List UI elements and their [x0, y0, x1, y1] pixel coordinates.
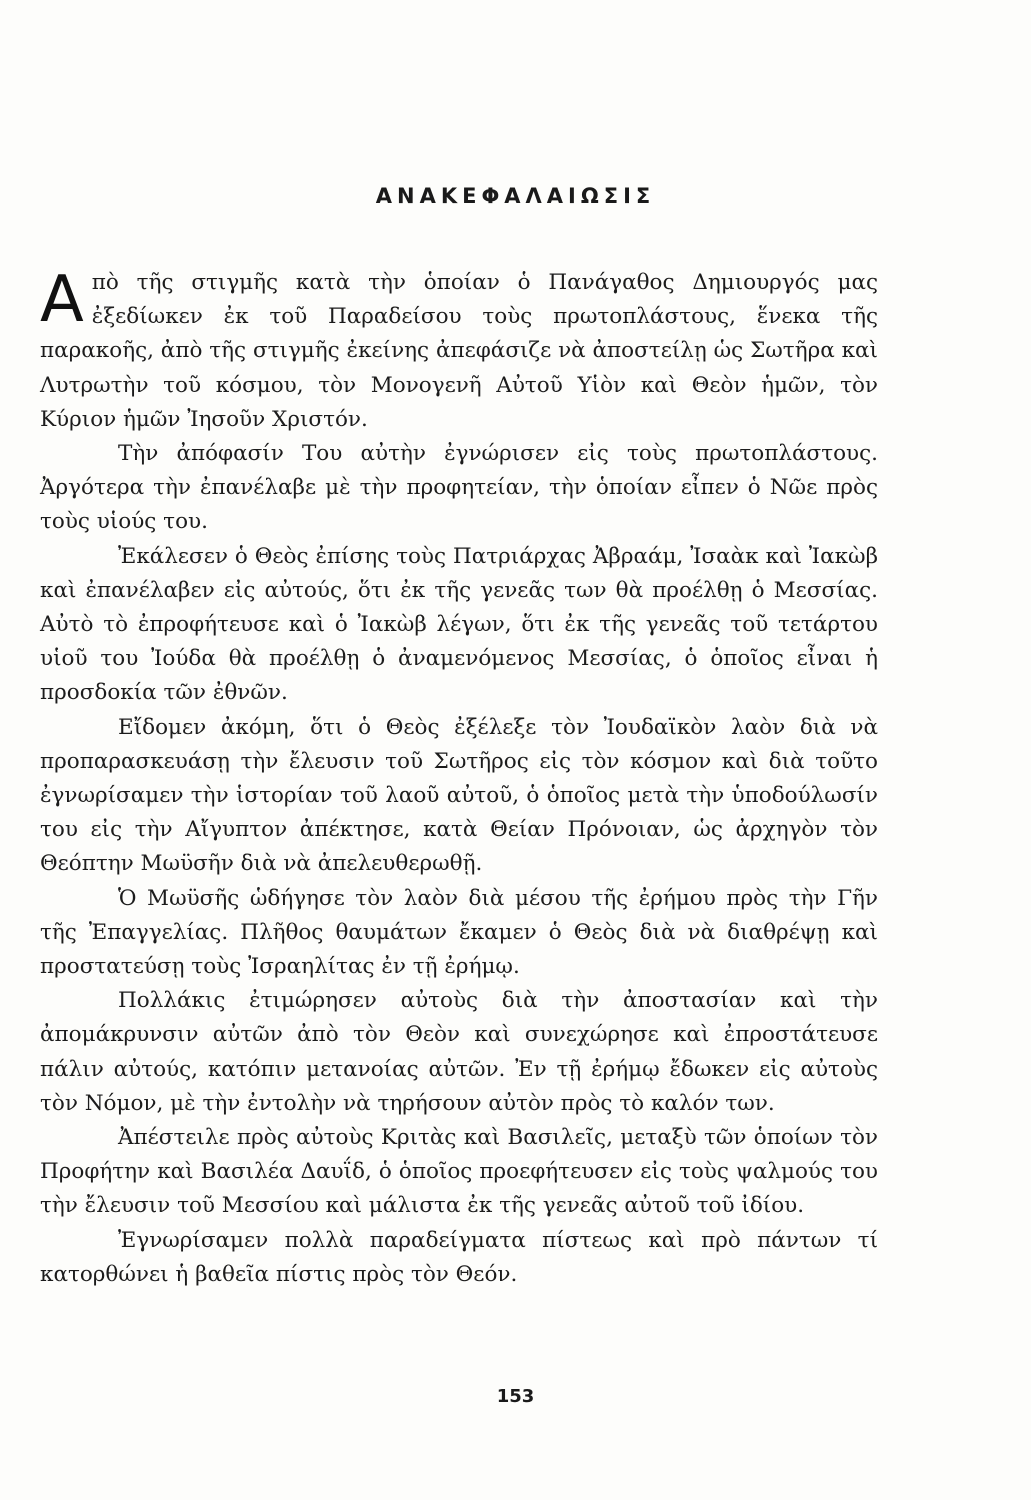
page-number: 153 [496, 1386, 535, 1407]
paragraph: Ὁ Μωϋσῆς ὡδήγησε τὸν λαὸν διὰ μέσου τῆς ἐρήμου πρὸς τὴν Γῆν τῆς Ἐπαγγελίας. Πλῆθος θαυμάτων ἔκαμεν ὁ Θεὸς διὰ νὰ διαθρέψῃ καὶ προστατεύσῃ τοὺς Ἰσραηλίτας ἐν τῇ ἐρήμῳ. [40, 885, 878, 980]
paragraph: Εἴδομεν ἀκόμη, ὅτι ὁ Θεὸς ἐξέλεξε τὸν Ἰουδαϊκὸν λαὸν διὰ νὰ προπαρασκευάσῃ τὴν ἔλευσιν τοῦ Σωτῆρος εἰς τὸν κόσμον καὶ διὰ τοῦτο ἐγνωρίσαμεν τὴν ἱστορίαν τοῦ λαοῦ αὐτοῦ, ὁ ὁποῖος μετὰ τὴν ὑποδούλωσίν του εἰς τὴν Αἴγυπτον ἀπέκτησε, κατὰ Θείαν Πρόνοιαν, ὡς ἀρχηγὸν τὸν Θεόπτην Μωϋσῆν διὰ νὰ ἀπελευθερωθῇ. [40, 714, 878, 877]
paragraph [40, 263, 878, 437]
paragraph: Τὴν ἀπόφασίν Του αὐτὴν ἐγνώρισεν εἰς τοὺς πρωτοπλάστους. Ἀργότερα τὴν ἐπανέλαβε μὲ τὴν προφητείαν, τὴν ὁποίαν εἶπεν ὁ Νῶε πρὸς τοὺς υἱούς του. [40, 441, 878, 535]
paragraph: Ἐκάλεσεν ὁ Θεὸς ἐπίσης τοὺς Πατριάρχας Ἀβραάμ, Ἰσαὰκ καὶ Ἰακὼβ καὶ ἐπανέλαβεν εἰς αὐτούς, ὅτι ἐκ τῆς γενεᾶς των θὰ προέλθῃ ὁ Μεσσίας. Αὐτὸ τὸ ἐπροφήτευσε καὶ ὁ Ἰακὼβ λέγων, ὅτι ἐκ τῆς γενεᾶς τοῦ τετάρτου υἱοῦ του Ἰούδα θὰ προέλθῃ ὁ ἀναμενόμενος Μεσσίας, ὁ ὁποῖος εἶναι ἡ προσδοκία τῶν ἐθνῶν. [40, 543, 878, 706]
drop-cap: Α [40, 263, 84, 337]
chapter-title: ΑΝΑΚΕΦΑΛΑΙΩΣΙΣ [375, 184, 656, 208]
paragraph: Ἐγνωρίσαμεν πολλὰ παραδείγματα πίστεως καὶ πρὸ πάντων τί κατορθώνει ἡ βαθεῖα πίστις πρὸς τὸν Θεόν. [40, 1227, 878, 1287]
body-text [40, 263, 878, 1292]
paragraph-text: πὸ τῆς στιγμῆς κατὰ τὴν ὁποίαν ὁ Πανάγαθος Δημιουργός μας ἐξεδίωκεν ἐκ τοῦ Παραδείσου τοὺς πρωτοπλάστους, ἕνεκα τῆς παρακοῆς, ἀπὸ τῆς στιγμῆς ἐκείνης ἀπεφάσιζε νὰ ἀποστείλῃ ὡς Σωτῆρα καὶ Λυτρωτὴν τοῦ κόσμου, τὸν Μονογενῆ Αὐτοῦ Υἱὸν καὶ Θεὸν ἡμῶν, τὸν Κύριον ἡμῶν Ἰησοῦν Χριστόν. [40, 270, 878, 432]
paragraph: Πολλάκις ἐτιμώρησεν αὐτοὺς διὰ τὴν ἀποστασίαν καὶ τὴν ἀπομάκρυνσιν αὐτῶν ἀπὸ τὸν Θεὸν καὶ συνεχώρησε καὶ ἐπροστάτευσε πάλιν αὐτούς, κατόπιν μετανοίας αὐτῶν. Ἐν τῇ ἐρήμῳ ἔδωκεν εἰς αὐτοὺς τὸν Νόμον, μὲ τὴν ἐντολὴν νὰ τηρήσουν αὐτὸν πρὸς τὸ καλόν των. [40, 988, 878, 1116]
paragraph: Ἀπέστειλε πρὸς αὐτοὺς Κριτὰς καὶ Βασιλεῖς, μεταξὺ τῶν ὁποίων τὸν Προφήτην καὶ Βασιλέα Δαυΐδ, ὁ ὁποῖος προεφήτευσεν εἰς τοὺς ψαλμούς του τὴν ἔλευσιν τοῦ Μεσσίου καὶ μάλιστα ἐκ τῆς γενεᾶς αὐτοῦ τοῦ ἰδίου. [40, 1125, 878, 1219]
